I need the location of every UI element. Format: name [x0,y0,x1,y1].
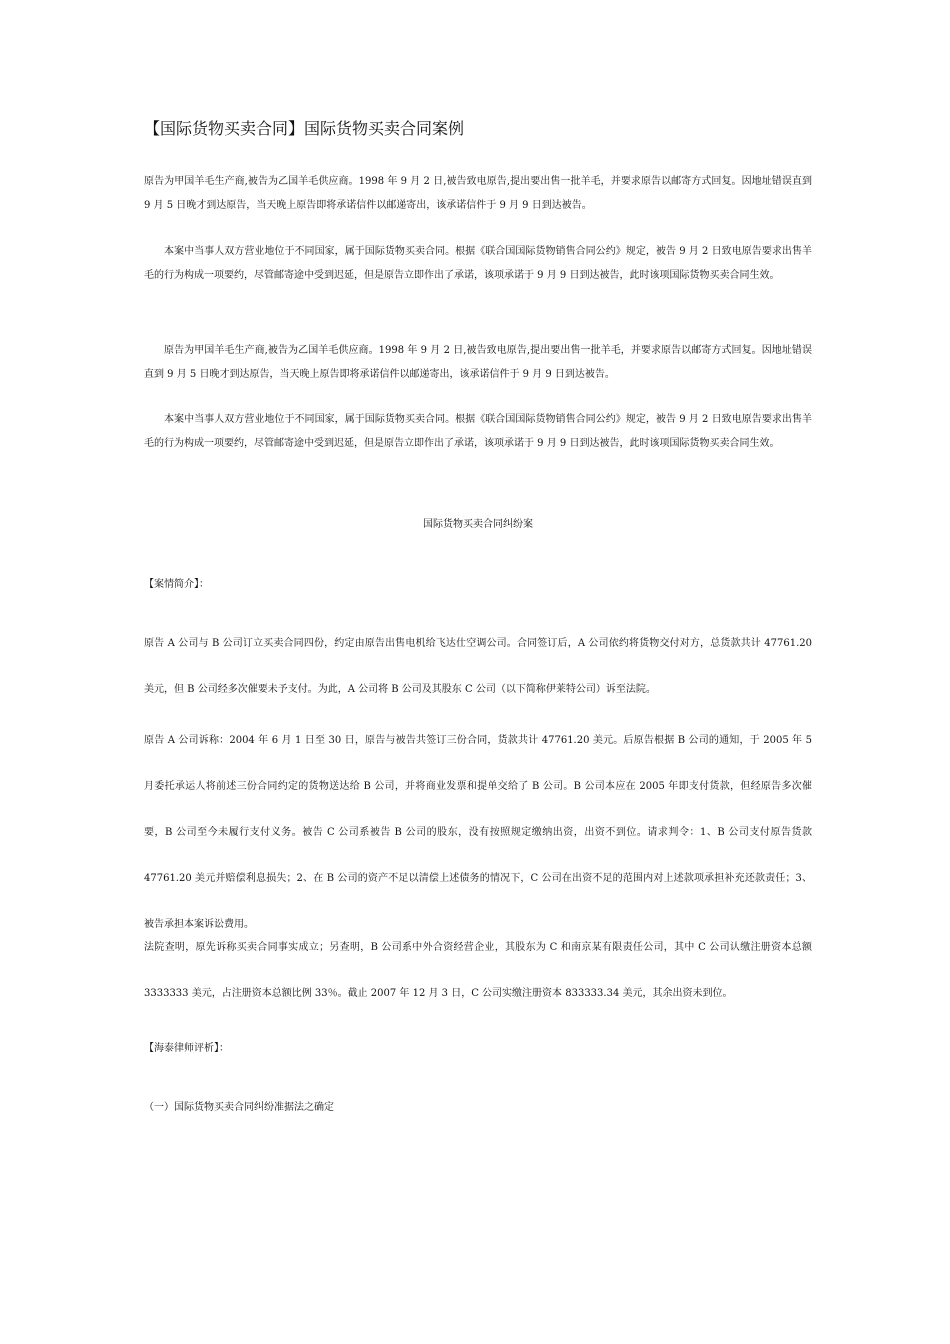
section-subtitle: 国际货物买卖合同纠纷案 [423,519,533,530]
paragraph-5: 原告 A 公司与 B 公司订立买卖合同四份，约定由原告出售电机给飞达仕空调公司。合同签订后，A 公司依约将货物交付对方，总货款共计 47761.20 美元，但 B 公司经多次催要未予支付。为此，A 公司将 B 公司及其股东 C 公司（以下简称伊莱特公司）诉至法院。 [144,638,812,695]
paragraph-4: 本案中当事人双方营业地位于不同国家，属于国际货物买卖合同。根据《联合国国际货物销售合同公约》规定，被告 9 月 2 日致电原告要求出售羊毛的行为构成一项要约，尽管邮寄途中受到迟延，但是原告立即作出了承诺，该项承诺于 9 月 9 日到达被告，此时该项国际货物买卖合同生效。 [144,414,812,449]
paragraph-1: 原告为甲国羊毛生产商,被告为乙国羊毛供应商。1998 年 9 月 2 日,被告致电原告,提出要出售一批羊毛，并要求原告以邮寄方式回复。因地址错误直到 9 月 5 日晚才到达原告，当天晚上原告即将承诺信件以邮递寄出，该承诺信件于 9 月 9 日到达被告。 [144,176,812,211]
paragraph-2: 本案中当事人双方营业地位于不同国家，属于国际货物买卖合同。根据《联合国国际货物销售合同公约》规定，被告 9 月 2 日致电原告要求出售羊毛的行为构成一项要约，尽管邮寄途中受到迟延，但是原告立即作出了承诺，该项承诺于 9 月 9 日到达被告，此时该项国际货物买卖合同生效。 [144,246,812,281]
paragraph-6: 原告 A 公司诉称：2004 年 6 月 1 日至 30 日，原告与被告共签订三份合同，货款共计 47761.20 美元。后原告根据 B 公司的通知，于 2005 年 5 月委托承运人将前述三份合同约定的货物送达给 B 公司，并将商业发票和提单交给了 B 公司。B 公司本应在 2005 年即支付货款，但经原告多次催要，B 公司至今未履行支付义务。被告 C 公司系被告 B 公司的股东，没有按照规定缴纳出资，出资不到位。请求判令：1、B 公司支付原告货款 47761.20 美元并赔偿利息损失；2、在 B 公司的资产不足以清偿上述债务的情况下，C 公司在出资不足的范围内对上述款项承担补充还款责任；3、被告承担本案诉讼费用。 [144,735,812,930]
page-title: 【国际货物买卖合同】国际货物买卖合同案例 [144,119,465,138]
case-summary-label: 【案情简介】： [144,579,209,590]
paragraph-3: 原告为甲国羊毛生产商,被告为乙国羊毛供应商。1998 年 9 月 2 日,被告致电原告,提出要出售一批羊毛，并要求原告以邮寄方式回复。因地址错误直到 9 月 5 日晚才到达原告，当天晚上原告即将承诺信件以邮递寄出，该承诺信件于 9 月 9 日到达被告。 [144,345,812,380]
section-heading-1: （一）国际货物买卖合同纠纷准据法之确定 [144,1102,334,1113]
paragraph-7: 法院查明，原先诉称买卖合同事实成立；另查明，B 公司系中外合资经营企业，其股东为 C 和南京某有限责任公司，其中 C 公司认缴注册资本总额 3333333 美元，占注册资本总额比例 33％。截止 2007 年 12 月 3 日，C 公司实缴注册资本 833333.34 美元，其余出资未到位。 [144,942,812,999]
lawyer-review-label: 【海泰律师评析】： [144,1043,229,1054]
